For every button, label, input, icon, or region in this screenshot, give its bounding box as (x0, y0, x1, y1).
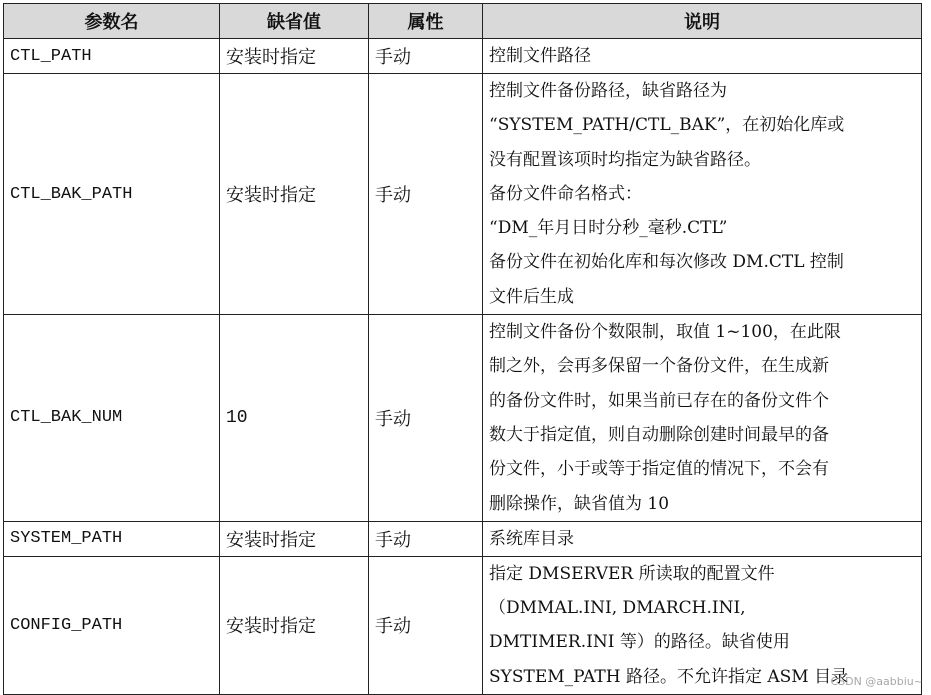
param-attr: 手动 (369, 74, 483, 315)
desc-line: “DM_年月日时分秒_毫秒.CTL” (489, 218, 728, 239)
desc-line: SYSTEM_PATH 路径。不允许指定 ASM 目录 (489, 666, 849, 687)
desc-line: 数大于指定值，则自动删除创建时间最早的备 (489, 424, 829, 445)
desc-line: 控制文件路径 (489, 46, 591, 66)
desc-line: 备份文件命名格式： (489, 183, 642, 204)
table-row (4, 315, 922, 522)
param-attr: 手动 (369, 39, 483, 74)
param-default: 安装时指定 (220, 556, 369, 694)
param-desc (483, 315, 922, 522)
param-default: 安装时指定 (220, 521, 369, 556)
desc-line: 系统库目录 (489, 528, 574, 549)
header-name: 参数名 (4, 4, 220, 39)
desc-line: 控制文件备份路径，缺省路径为 (489, 81, 727, 101)
desc-line: 文件后生成 (489, 286, 574, 307)
header-default: 缺省值 (220, 4, 369, 39)
table-row (4, 74, 922, 315)
param-desc (483, 74, 922, 315)
param-name: CONFIG_PATH (4, 556, 220, 694)
table-row (4, 39, 922, 74)
header-attr: 属性 (369, 4, 483, 39)
param-name: CTL_BAK_PATH (4, 74, 220, 315)
desc-line: “SYSTEM_PATH/CTL_BAK”，在初始化库或 (489, 115, 845, 136)
desc-line: 的备份文件时，如果当前已存在的备份文件个 (489, 390, 829, 411)
table-row (4, 521, 922, 556)
table-header (4, 4, 922, 39)
desc-line: 没有配置该项时均指定为缺省路径。 (489, 149, 761, 170)
desc-line: DMTIMER.INI 等）的路径。缺省使用 (489, 632, 790, 653)
param-attr: 手动 (369, 315, 483, 522)
param-default: 10 (220, 315, 369, 522)
header-desc: 说明 (483, 4, 922, 39)
param-default: 安装时指定 (220, 39, 369, 74)
desc-line: 指定 DMSERVER 所读取的配置文件 (489, 563, 775, 584)
desc-line: 制之外，会再多保留一个备份文件，在生成新 (489, 356, 829, 377)
param-name: CTL_PATH (4, 39, 220, 74)
parameter-table (3, 3, 922, 695)
desc-line: 删除操作，缺省值为 10 (489, 493, 670, 514)
desc-line: 备份文件在初始化库和每次修改 DM.CTL 控制 (489, 252, 844, 273)
desc-line: （DMMAL.INI, DMARCH.INI, (489, 598, 746, 619)
table-row (4, 556, 922, 694)
param-desc (483, 39, 922, 74)
param-name: CTL_BAK_NUM (4, 315, 220, 522)
desc-line: 份文件，小于或等于指定值的情况下，不会有 (489, 459, 829, 480)
desc-line: 控制文件备份个数限制，取值 1~100，在此限 (489, 322, 841, 343)
param-attr: 手动 (369, 556, 483, 694)
watermark: CSDN @aabbiu~ (830, 675, 923, 688)
param-attr: 手动 (369, 521, 483, 556)
param-name: SYSTEM_PATH (4, 521, 220, 556)
param-desc (483, 521, 922, 556)
param-default: 安装时指定 (220, 74, 369, 315)
param-desc (483, 556, 922, 694)
